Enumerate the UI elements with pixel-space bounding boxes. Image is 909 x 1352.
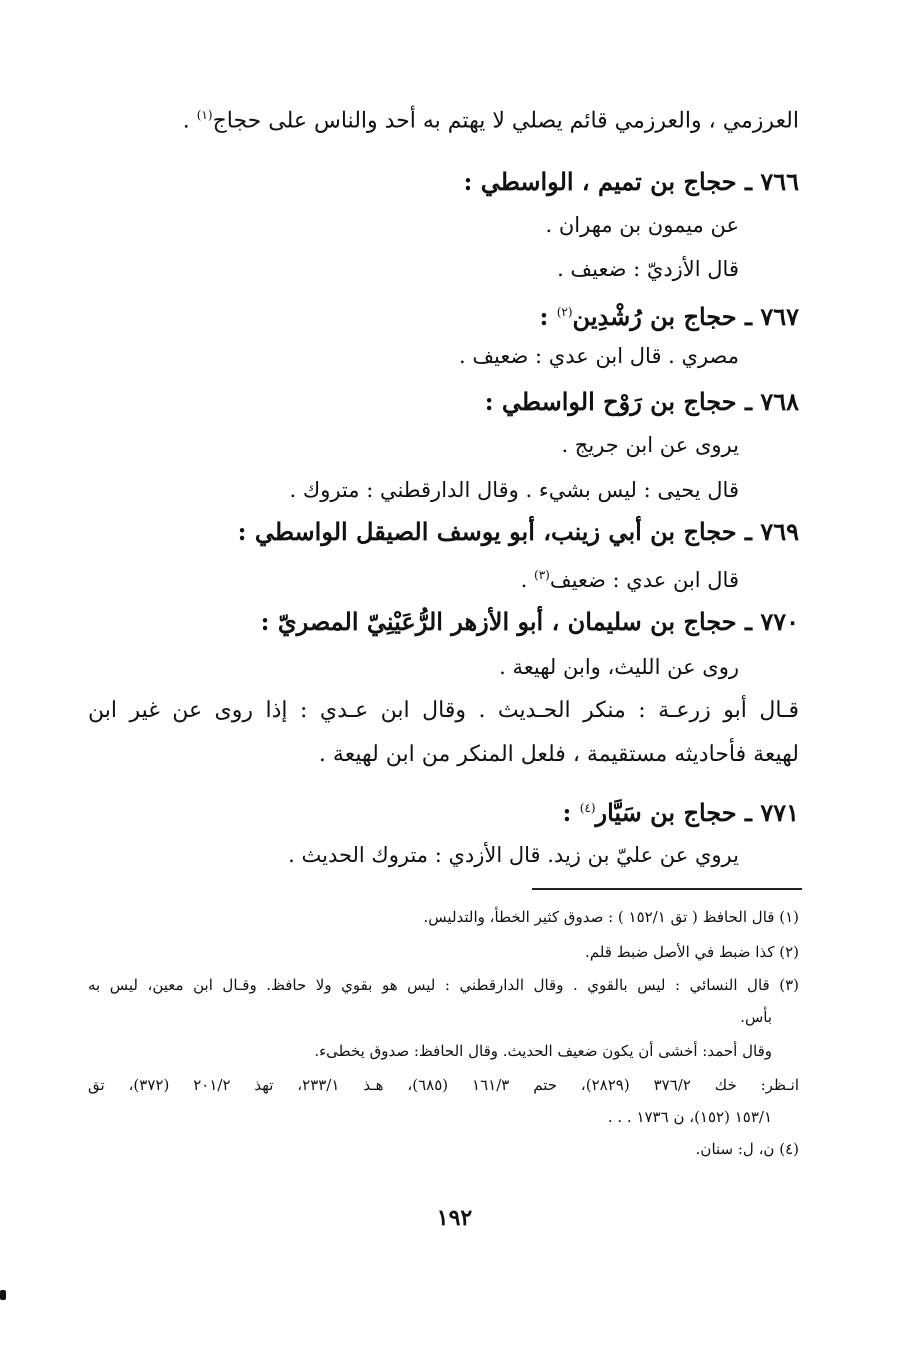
entry-767-heading-end: : (539, 302, 557, 331)
intro-text: العرزمي ، والعرزمي قائم يصلي لا يهتم به أحد والناس على حجاج (212, 108, 799, 134)
entry-770-line-3: لهيعة فأحاديثه مستقيمة ، فلعل المنكر من ابن لهيعة . (318, 742, 799, 767)
entry-767-heading-line (540, 296, 800, 333)
entry-770-line-2: قـال أبو زرعـة : منكر الحـديث . وقال ابن عـدي : إذا روى عن غير ابن (88, 698, 799, 723)
entry-768-line-2: قال يحيى : ليس بشيء . وقال الدارقطني : متروك . (289, 478, 739, 502)
footnote-3-line-3: وقال أحمد: أخشى أن يكون ضعيف الحديث. وقال الحافظ: صدوق يخطىء. (314, 1042, 772, 1060)
entry-769-line-end: . (520, 568, 534, 592)
entry-768-heading: ٧٦٨ ـ حجاج بن رَوْح الواسطي : (484, 387, 799, 416)
footnote-3-line-2: بأس. (740, 1008, 772, 1026)
footnote-ref-1: (١) (196, 108, 213, 122)
entry-770-heading: ٧٧٠ ـ حجاج بن سليمان ، أبو الأزهر الرُّعَيْنِيّ المصريّ : (260, 607, 799, 636)
entry-769-line-1 (521, 560, 739, 595)
entry-766-heading: ٧٦٦ ـ حجاج بن تميم ، الواسطي : (463, 167, 799, 196)
entry-767-line-1: مصري . قال ابن عدي : ضعيف . (458, 344, 739, 368)
footnote-separator (532, 888, 802, 890)
scan-mark (0, 1290, 6, 1300)
footnote-ref-4: (٤) (579, 801, 596, 815)
entry-771-heading-end: : (562, 798, 580, 827)
entry-766-line-2: قال الأزديّ : ضعيف . (557, 257, 739, 281)
footnote-3-line-4: انـظر: خك ٣٧٦/٢ (٢٨٢٩)، حتم ١٦١/٣ (٦٨٥)، هـذ ٢٣٣/١، تهذ ٢٠١/٢ (٣٧٢)، تق (88, 1076, 800, 1094)
intro-line (183, 100, 799, 136)
footnote-3-line-1: (٣) قال النسائي : ليس بالقوي . وقال الدارقطني : ليس هو بقوي ولا حافظ. وقـال ابن معين، ليس به (88, 976, 799, 994)
entry-766-line-1: عن ميمون بن مهران . (545, 213, 739, 237)
entry-768-line-1: يروى عن ابن جريج . (561, 433, 739, 457)
page-number: ١٩٢ (436, 1205, 473, 1231)
entry-771-line-1: يروي عن عليّ بن زيد. قال الأزدي : متروك الحديث . (288, 843, 739, 867)
footnote-4: (٤) ن، ل: سنان. (695, 1140, 799, 1158)
footnote-1: (١) قال الحافظ ( تق ١٥٢/١ ) : صدوق كثير الخطأ، والتدليس. (423, 908, 799, 926)
footnote-ref-3: (٣) (534, 568, 550, 582)
entry-767-heading: ٧٦٧ ـ حجاج بن رُشْدِين (572, 302, 799, 331)
footnote-2: (٢) كذا ضبط في الأصل ضبط قلم. (585, 943, 799, 961)
entry-770-line-1: روى عن الليث، وابن لهيعة . (499, 655, 739, 679)
entry-769-line-text: قال ابن عدي : ضعيف (549, 568, 739, 592)
entry-771-heading: ٧٧١ ـ حجاج بن سَيَّار (595, 798, 799, 827)
entry-769-heading: ٧٦٩ ـ حجاج بن أبي زينب، أبو يوسف الصيقل الواسطي : (237, 517, 799, 546)
footnote-3-line-5: ١٥٣/١ (١٥٢)، ن ١٧٣٦ . . . (607, 1108, 772, 1126)
intro-end: . (182, 108, 197, 134)
footnote-ref-2: (٢) (556, 305, 573, 319)
entry-771-heading-line (562, 792, 799, 829)
